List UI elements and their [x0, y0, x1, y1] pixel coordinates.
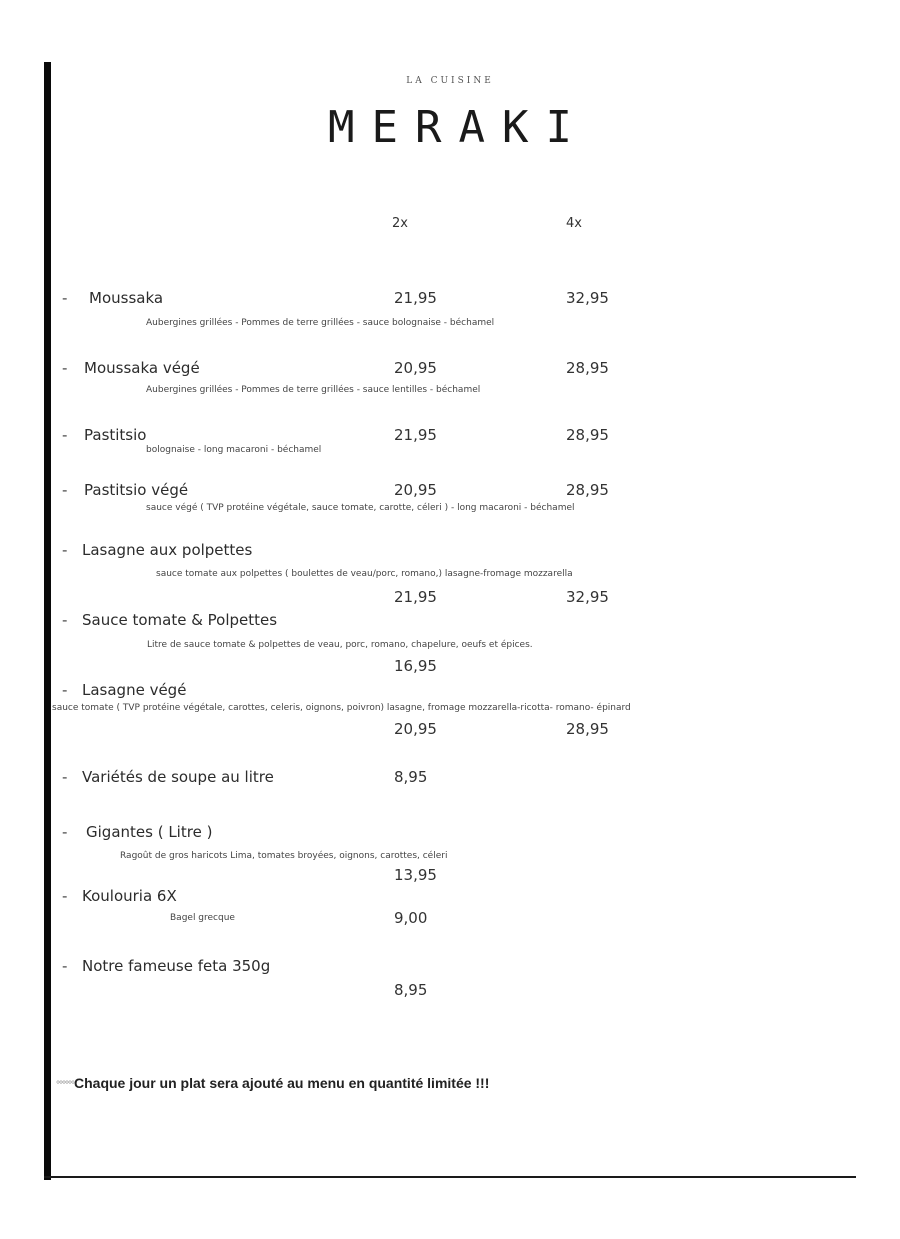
bullet-dash: - [62, 768, 68, 786]
item-description: sauce tomate ( TVP protéine végétale, carottes, celeris, oignons, poivron) lasagne, fromage mozzarella-ricotta- romano- épinard [52, 703, 631, 713]
item-description: Aubergines grillées - Pommes de terre grillées - sauce bolognaise - béchamel [146, 318, 495, 328]
bullet-dash: - [62, 541, 68, 559]
bullet-dash: - [62, 481, 68, 499]
item-name: Variétés de soupe au litre [82, 768, 274, 786]
bullet-dash: - [62, 957, 68, 975]
price-2x: 21,95 [394, 588, 437, 606]
column-header-2x: 2x [392, 216, 408, 231]
item-name: Koulouria 6X [82, 887, 177, 905]
bullet-dash: - [62, 359, 68, 377]
item-name: Sauce tomate & Polpettes [82, 611, 278, 629]
column-header-4x: 4x [566, 216, 582, 231]
decorative-dots: °°°°°° [56, 1080, 74, 1091]
price-4x: 28,95 [566, 481, 609, 499]
bullet-dash: - [62, 681, 68, 699]
item-name: Moussaka végé [84, 359, 200, 377]
price-4x: 28,95 [566, 720, 609, 738]
price-2x: 21,95 [394, 289, 437, 307]
price-4x: 32,95 [566, 588, 609, 606]
item-name: Moussaka [89, 289, 164, 307]
bottom-rule [44, 1176, 856, 1178]
price-2x: 8,95 [394, 981, 428, 999]
item-description: sauce végé ( TVP protéine végétale, sauce tomate, carotte, céleri ) - long macaroni - béchamel [146, 503, 575, 513]
bullet-dash: - [62, 426, 68, 444]
item-name: Lasagne aux polpettes [82, 541, 253, 559]
item-description: Bagel grecque [170, 913, 235, 923]
price-2x: 20,95 [394, 720, 437, 738]
bullet-dash: - [62, 823, 68, 841]
price-2x: 8,95 [394, 768, 428, 786]
daily-special-note [56, 1075, 489, 1091]
restaurant-subtitle: LA CUISINE [406, 76, 494, 86]
item-name: Gigantes ( Litre ) [86, 823, 213, 841]
note-text: Chaque jour un plat sera ajouté au menu en quantité limitée !!! [74, 1075, 490, 1091]
price-4x: 28,95 [566, 359, 609, 377]
price-2x: 20,95 [394, 481, 437, 499]
bullet-dash: - [62, 611, 68, 629]
item-description: Aubergines grillées - Pommes de terre grillées - sauce lentilles - béchamel [146, 385, 481, 395]
price-4x: 28,95 [566, 426, 609, 444]
item-name: Pastitsio végé [84, 481, 189, 499]
price-2x: 13,95 [394, 866, 437, 884]
item-description: bolognaise - long macaroni - béchamel [146, 445, 322, 455]
bullet-dash: - [62, 289, 68, 307]
restaurant-title: MERAKI [328, 102, 589, 153]
price-4x: 32,95 [566, 289, 609, 307]
price-2x: 16,95 [394, 657, 437, 675]
price-2x: 20,95 [394, 359, 437, 377]
price-2x: 21,95 [394, 426, 437, 444]
price-2x: 9,00 [394, 909, 428, 927]
bullet-dash: - [62, 887, 68, 905]
item-name: Pastitsio [84, 426, 147, 444]
item-name: Notre fameuse feta 350g [82, 957, 271, 975]
item-name: Lasagne végé [82, 681, 187, 699]
left-border-bar [44, 62, 51, 1180]
item-description: Litre de sauce tomate & polpettes de veau, porc, romano, chapelure, oeufs et épices. [147, 640, 533, 650]
item-description: Ragoût de gros haricots Lima, tomates broyées, oignons, carottes, céleri [120, 851, 448, 861]
item-description: sauce tomate aux polpettes ( boulettes de veau/porc, romano,) lasagne-fromage mozzarella [156, 569, 573, 579]
